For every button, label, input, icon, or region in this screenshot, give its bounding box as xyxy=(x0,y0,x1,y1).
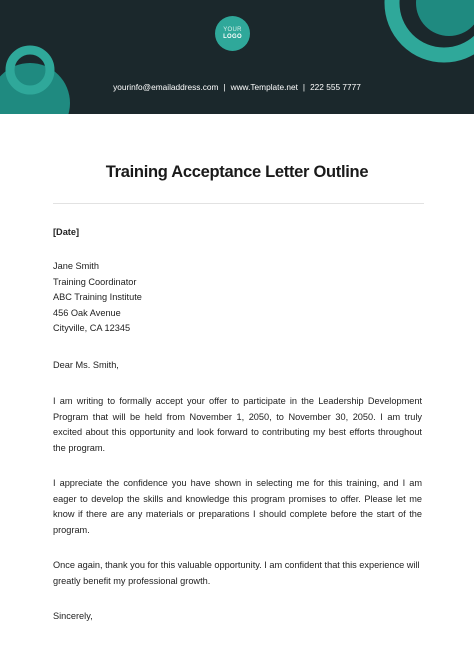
letterhead xyxy=(0,0,474,114)
logo-text-line1: YOUR xyxy=(223,27,242,33)
contact-website: www.Template.net xyxy=(230,82,298,92)
recipient-organization: ABC Training Institute xyxy=(53,292,142,303)
company-logo xyxy=(215,16,250,51)
title-divider xyxy=(53,203,424,204)
contact-email: yourinfo@emailaddress.com xyxy=(113,82,219,92)
recipient-city: Cityville, CA 12345 xyxy=(53,323,131,334)
recipient-address xyxy=(53,259,422,337)
salutation: Dear Ms. Smith, xyxy=(53,360,119,370)
body-paragraph-3: Once again, thank you for this valuable opportunity. I am confident that this experience will greatly benefit my professional growth. xyxy=(53,560,420,586)
contact-phone: 222 555 7777 xyxy=(310,82,361,92)
recipient-name: Jane Smith xyxy=(53,261,99,271)
document-title: Training Acceptance Letter Outline xyxy=(105,163,369,181)
contact-separator: | xyxy=(223,82,226,92)
body-paragraph-1: I am writing to formally accept your offer to participate in the Leadership Development Program that will be held from November 1, 2050, to November 30, 2050. I am truly excited about this opportunity and look forward to contributing my best efforts throughout the program. xyxy=(53,396,422,453)
recipient-street: 456 Oak Avenue xyxy=(53,307,121,318)
closing: Sincerely, xyxy=(53,611,93,621)
body-paragraph-2: I appreciate the confidence you have shown in selecting me for this training, and I am eager to develop the skills and knowledge this program promises to offer. Please let me know if there are any materials or preparations I should complete before the start of the program. xyxy=(53,478,422,535)
letter-date: [Date] xyxy=(53,227,80,237)
contact-info xyxy=(0,82,474,92)
right-decor-circle xyxy=(416,0,474,36)
contact-separator: | xyxy=(302,82,306,92)
logo-text-line2: LOGO xyxy=(223,33,242,40)
recipient-position: Training Coordinator xyxy=(53,276,137,287)
